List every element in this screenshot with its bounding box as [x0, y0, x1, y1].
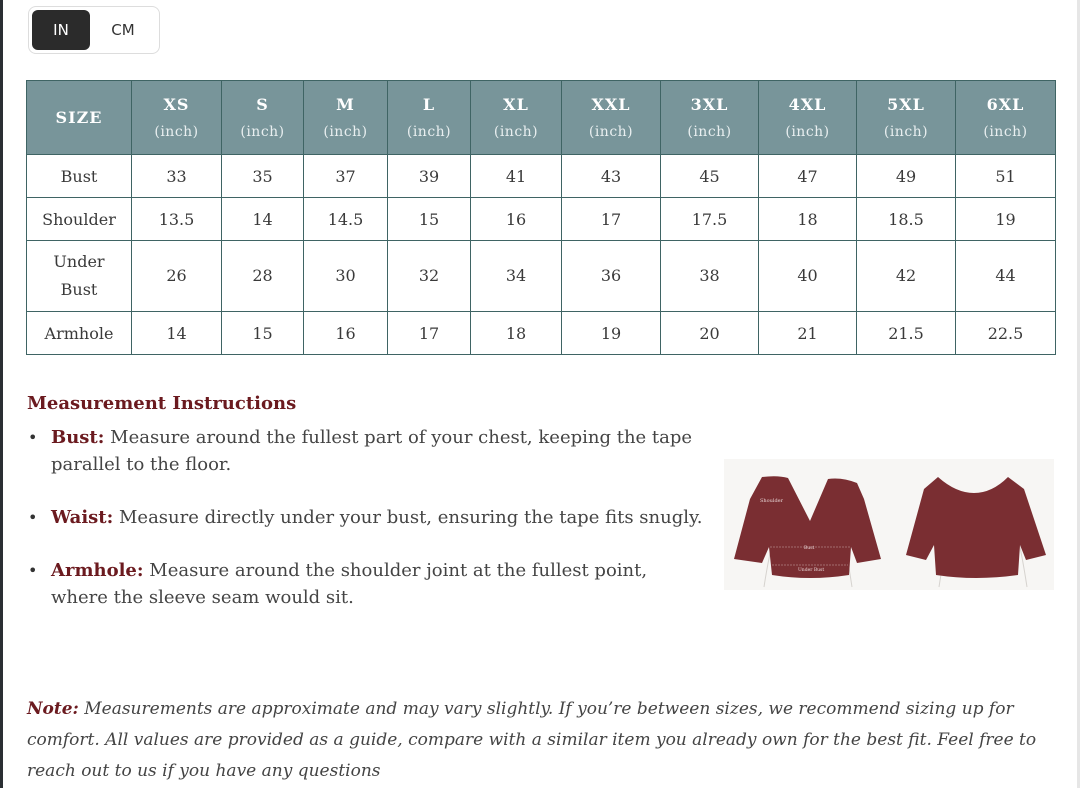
- unit-toggle: [28, 6, 160, 54]
- instruction-term: Waist:: [51, 507, 114, 528]
- table-cell: 49: [857, 155, 956, 198]
- instruction-term: Bust:: [51, 427, 105, 448]
- row-label: Armhole: [27, 312, 132, 355]
- size-unit: (inch): [687, 124, 732, 140]
- table-cell: 15: [222, 312, 304, 355]
- table-cell: 18.5: [857, 198, 956, 241]
- table-cell: 30: [304, 241, 388, 312]
- size-column-header: [956, 81, 1056, 155]
- table-cell: 35: [222, 155, 304, 198]
- size-name: M: [336, 95, 355, 114]
- size-name: 5XL: [887, 95, 925, 114]
- table-cell: 21: [759, 312, 857, 355]
- under-bust-label: Under Bust: [798, 568, 825, 573]
- table-cell: 17: [388, 312, 471, 355]
- table-cell: 42: [857, 241, 956, 312]
- table-cell: 36: [562, 241, 661, 312]
- table-cell: 40: [759, 241, 857, 312]
- table-cell: 17: [562, 198, 661, 241]
- table-cell: 17.5: [661, 198, 759, 241]
- instructions-title: Measurement Instructions: [27, 393, 297, 414]
- row-label-line: Bust: [60, 280, 98, 299]
- table-cell: 45: [661, 155, 759, 198]
- table-cell: 34: [471, 241, 562, 312]
- size-column-header: [222, 81, 304, 155]
- table-cell: 43: [562, 155, 661, 198]
- table-cell: 32: [388, 241, 471, 312]
- table-cell: 38: [661, 241, 759, 312]
- table-cell: 14: [132, 312, 222, 355]
- size-column-header: [304, 81, 388, 155]
- measurement-note: [27, 694, 1057, 787]
- size-column-header: [471, 81, 562, 155]
- table-cell: 28: [222, 241, 304, 312]
- table-cell: 18: [759, 198, 857, 241]
- unit-option-in[interactable]: IN: [32, 10, 90, 50]
- table-cell: 14.5: [304, 198, 388, 241]
- table-cell: 39: [388, 155, 471, 198]
- table-cell: 47: [759, 155, 857, 198]
- instruction-item: [27, 504, 707, 531]
- table-cell: 19: [562, 312, 661, 355]
- size-column-header: [857, 81, 956, 155]
- table-cell: 18: [471, 312, 562, 355]
- size-unit: (inch): [323, 124, 368, 140]
- note-label: Note:: [27, 699, 79, 719]
- size-column-header: [661, 81, 759, 155]
- size-unit: (inch): [983, 124, 1028, 140]
- size-column-header: [132, 81, 222, 155]
- table-row-armhole: [27, 312, 1056, 355]
- instruction-item: [27, 557, 707, 611]
- bullet-icon: •: [28, 508, 38, 527]
- size-name: 6XL: [986, 95, 1025, 114]
- size-unit: (inch): [493, 124, 539, 140]
- bullet-icon: •: [28, 561, 38, 580]
- size-name: XXL: [591, 95, 631, 114]
- table-cell: 37: [304, 155, 388, 198]
- size-column-header: [562, 81, 661, 155]
- table-cell: 26: [132, 241, 222, 312]
- size-name: S: [256, 95, 269, 114]
- table-cell: 13.5: [132, 198, 222, 241]
- table-cell: 51: [956, 155, 1056, 198]
- row-label: Bust: [27, 155, 132, 198]
- size-column-header: [759, 81, 857, 155]
- table-cell: 21.5: [857, 312, 956, 355]
- size-unit: (inch): [240, 124, 285, 140]
- shoulder-label: Shoulder: [760, 498, 784, 504]
- table-cell: 16: [471, 198, 562, 241]
- bullet-icon: •: [28, 428, 38, 447]
- row-label-line: Under: [53, 252, 105, 271]
- size-name: L: [422, 95, 436, 114]
- table-cell: 41: [471, 155, 562, 198]
- unit-option-cm[interactable]: CM: [111, 21, 135, 39]
- instruction-item: [27, 424, 707, 478]
- size-unit: (inch): [406, 124, 452, 140]
- size-name: 3XL: [690, 95, 729, 114]
- table-cell: 44: [956, 241, 1056, 312]
- table-row-under-bust: [27, 241, 1056, 312]
- size-unit: (inch): [588, 124, 634, 140]
- table-cell: 19: [956, 198, 1056, 241]
- table-row-shoulder: [27, 198, 1056, 241]
- size-unit: (inch): [785, 124, 830, 140]
- bust-label: Bust: [804, 546, 815, 551]
- table-cell: 16: [304, 312, 388, 355]
- instruction-term: Armhole:: [51, 560, 144, 581]
- table-cell: 20: [661, 312, 759, 355]
- table-cell: 22.5: [956, 312, 1056, 355]
- table-row-bust: [27, 155, 1056, 198]
- size-name: XS: [163, 95, 190, 114]
- size-name: XL: [503, 95, 529, 114]
- instruction-text: Measure around the fullest part of your chest, keeping the tape parallel to the floor.: [51, 427, 693, 475]
- size-unit: (inch): [154, 124, 199, 140]
- window-left-edge: [0, 0, 3, 788]
- size-column-header: [388, 81, 471, 155]
- size-corner-label: SIZE: [27, 81, 132, 155]
- table-cell: 33: [132, 155, 222, 198]
- row-label: Shoulder: [27, 198, 132, 241]
- note-text: Measurements are approximate and may vary slightly. If you’re between sizes, we recommend sizing up for comfort. All values are provided as a guide, compare with a similar item you already own for the best fit. Feel free to reach out to us if you have any questions: [27, 699, 1037, 781]
- size-unit: (inch): [883, 124, 929, 140]
- size-header-row: [27, 81, 1056, 155]
- row-label: [27, 241, 132, 312]
- size-name: 4XL: [788, 95, 827, 114]
- size-chart-table: [26, 80, 1056, 355]
- instruction-text: Measure directly under your bust, ensuring the tape fits snugly.: [118, 507, 703, 528]
- instructions-list: [27, 424, 707, 611]
- blouse-illustration-svg: [724, 459, 1054, 590]
- table-cell: 14: [222, 198, 304, 241]
- blouse-measurement-illustration: [724, 459, 1054, 590]
- instruction-text: Measure around the shoulder joint at the fullest point, where the sleeve seam would sit.: [51, 560, 648, 608]
- table-cell: 15: [388, 198, 471, 241]
